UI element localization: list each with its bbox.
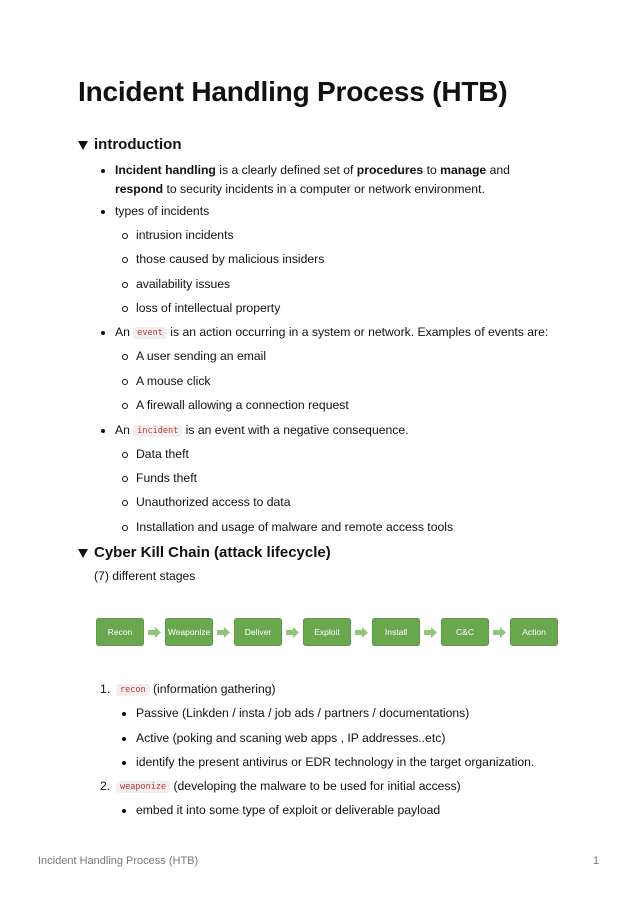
kill-chain-diagram	[96, 618, 558, 646]
arrow-right-icon	[282, 618, 303, 646]
section-introduction-toggle[interactable]	[78, 136, 181, 153]
bold-text: procedures	[356, 163, 424, 177]
text: is a clearly defined set of	[215, 163, 357, 177]
text: (developing the malware to be used for initial access)	[170, 779, 461, 793]
text: is an event with a negative consequence.	[182, 423, 409, 437]
stage-recon: Recon	[96, 618, 144, 646]
sub-list-item: Funds theft	[136, 469, 197, 488]
sub-list-item: intrusion incidents	[136, 226, 234, 245]
list-item: Active (poking and scaning web apps , IP addresses..etc)	[136, 729, 445, 748]
list-item	[115, 421, 409, 441]
section-heading: Cyber Kill Chain (attack lifecycle)	[94, 544, 331, 561]
stage-cnc: C&C	[441, 618, 489, 646]
sub-list-item: A mouse click	[136, 372, 211, 391]
list-item: types of incidents	[115, 202, 209, 221]
list-item	[115, 323, 548, 343]
sub-list-item: A firewall allowing a connection request	[136, 396, 349, 415]
sub-list-item: those caused by malicious insiders	[136, 250, 324, 269]
sub-list-item: Installation and usage of malware and remote access tools	[136, 518, 453, 537]
bold-text: respond	[115, 182, 164, 196]
sub-list-item: loss of intellectual property	[136, 299, 280, 318]
section-subtitle: (7) different stages	[94, 569, 196, 583]
list-item: identify the present antivirus or EDR technology in the target organization.	[136, 753, 534, 772]
sub-list-item: Data theft	[136, 445, 189, 464]
stage-deliver: Deliver	[234, 618, 282, 646]
sub-list-item: A user sending an email	[136, 347, 266, 366]
arrow-right-icon	[351, 618, 372, 646]
item-number: 1.	[100, 682, 111, 696]
arrow-right-icon	[489, 618, 510, 646]
inline-code: weaponize	[116, 781, 170, 793]
stage-exploit: Exploit	[303, 618, 351, 646]
bold-text: Incident handling	[115, 163, 216, 177]
text: An	[115, 325, 134, 339]
text: An	[115, 423, 134, 437]
sub-list-item: Unauthorized access to data	[136, 493, 290, 512]
arrow-right-icon	[213, 618, 234, 646]
triangle-down-icon[interactable]	[78, 549, 88, 558]
arrow-right-icon	[144, 618, 165, 646]
numbered-item	[100, 777, 461, 797]
inline-code: event	[133, 327, 167, 339]
inline-code: recon	[116, 684, 150, 696]
stage-weaponize: Weaponize	[165, 618, 213, 646]
triangle-down-icon[interactable]	[78, 141, 88, 150]
inline-code: incident	[133, 425, 182, 437]
section-kill-chain-toggle[interactable]	[78, 544, 331, 561]
list-item: Passive (Linkden / insta / job ads / partners / documentations)	[136, 704, 469, 723]
text: (information gathering)	[149, 682, 276, 696]
page-number: 1	[593, 855, 600, 867]
stage-action: Action	[510, 618, 558, 646]
bold-text: manage	[440, 163, 487, 177]
footer-title: Incident Handling Process (HTB)	[38, 855, 199, 867]
section-heading: introduction	[94, 136, 182, 153]
item-number: 2.	[100, 779, 111, 793]
arrow-right-icon	[420, 618, 441, 646]
list-item: embed it into some type of exploit or deliverable payload	[136, 801, 440, 820]
list-item	[115, 161, 560, 199]
stage-install: Install	[372, 618, 420, 646]
text: to	[423, 163, 441, 177]
text: is an action occurring in a system or network. Examples of events are:	[166, 325, 549, 339]
page-title: Incident Handling Process (HTB)	[78, 76, 508, 107]
sub-list-item: availability issues	[136, 275, 230, 294]
text: to security incidents in a computer or network environment.	[163, 182, 485, 196]
text: and	[486, 163, 510, 177]
numbered-item	[100, 680, 276, 700]
